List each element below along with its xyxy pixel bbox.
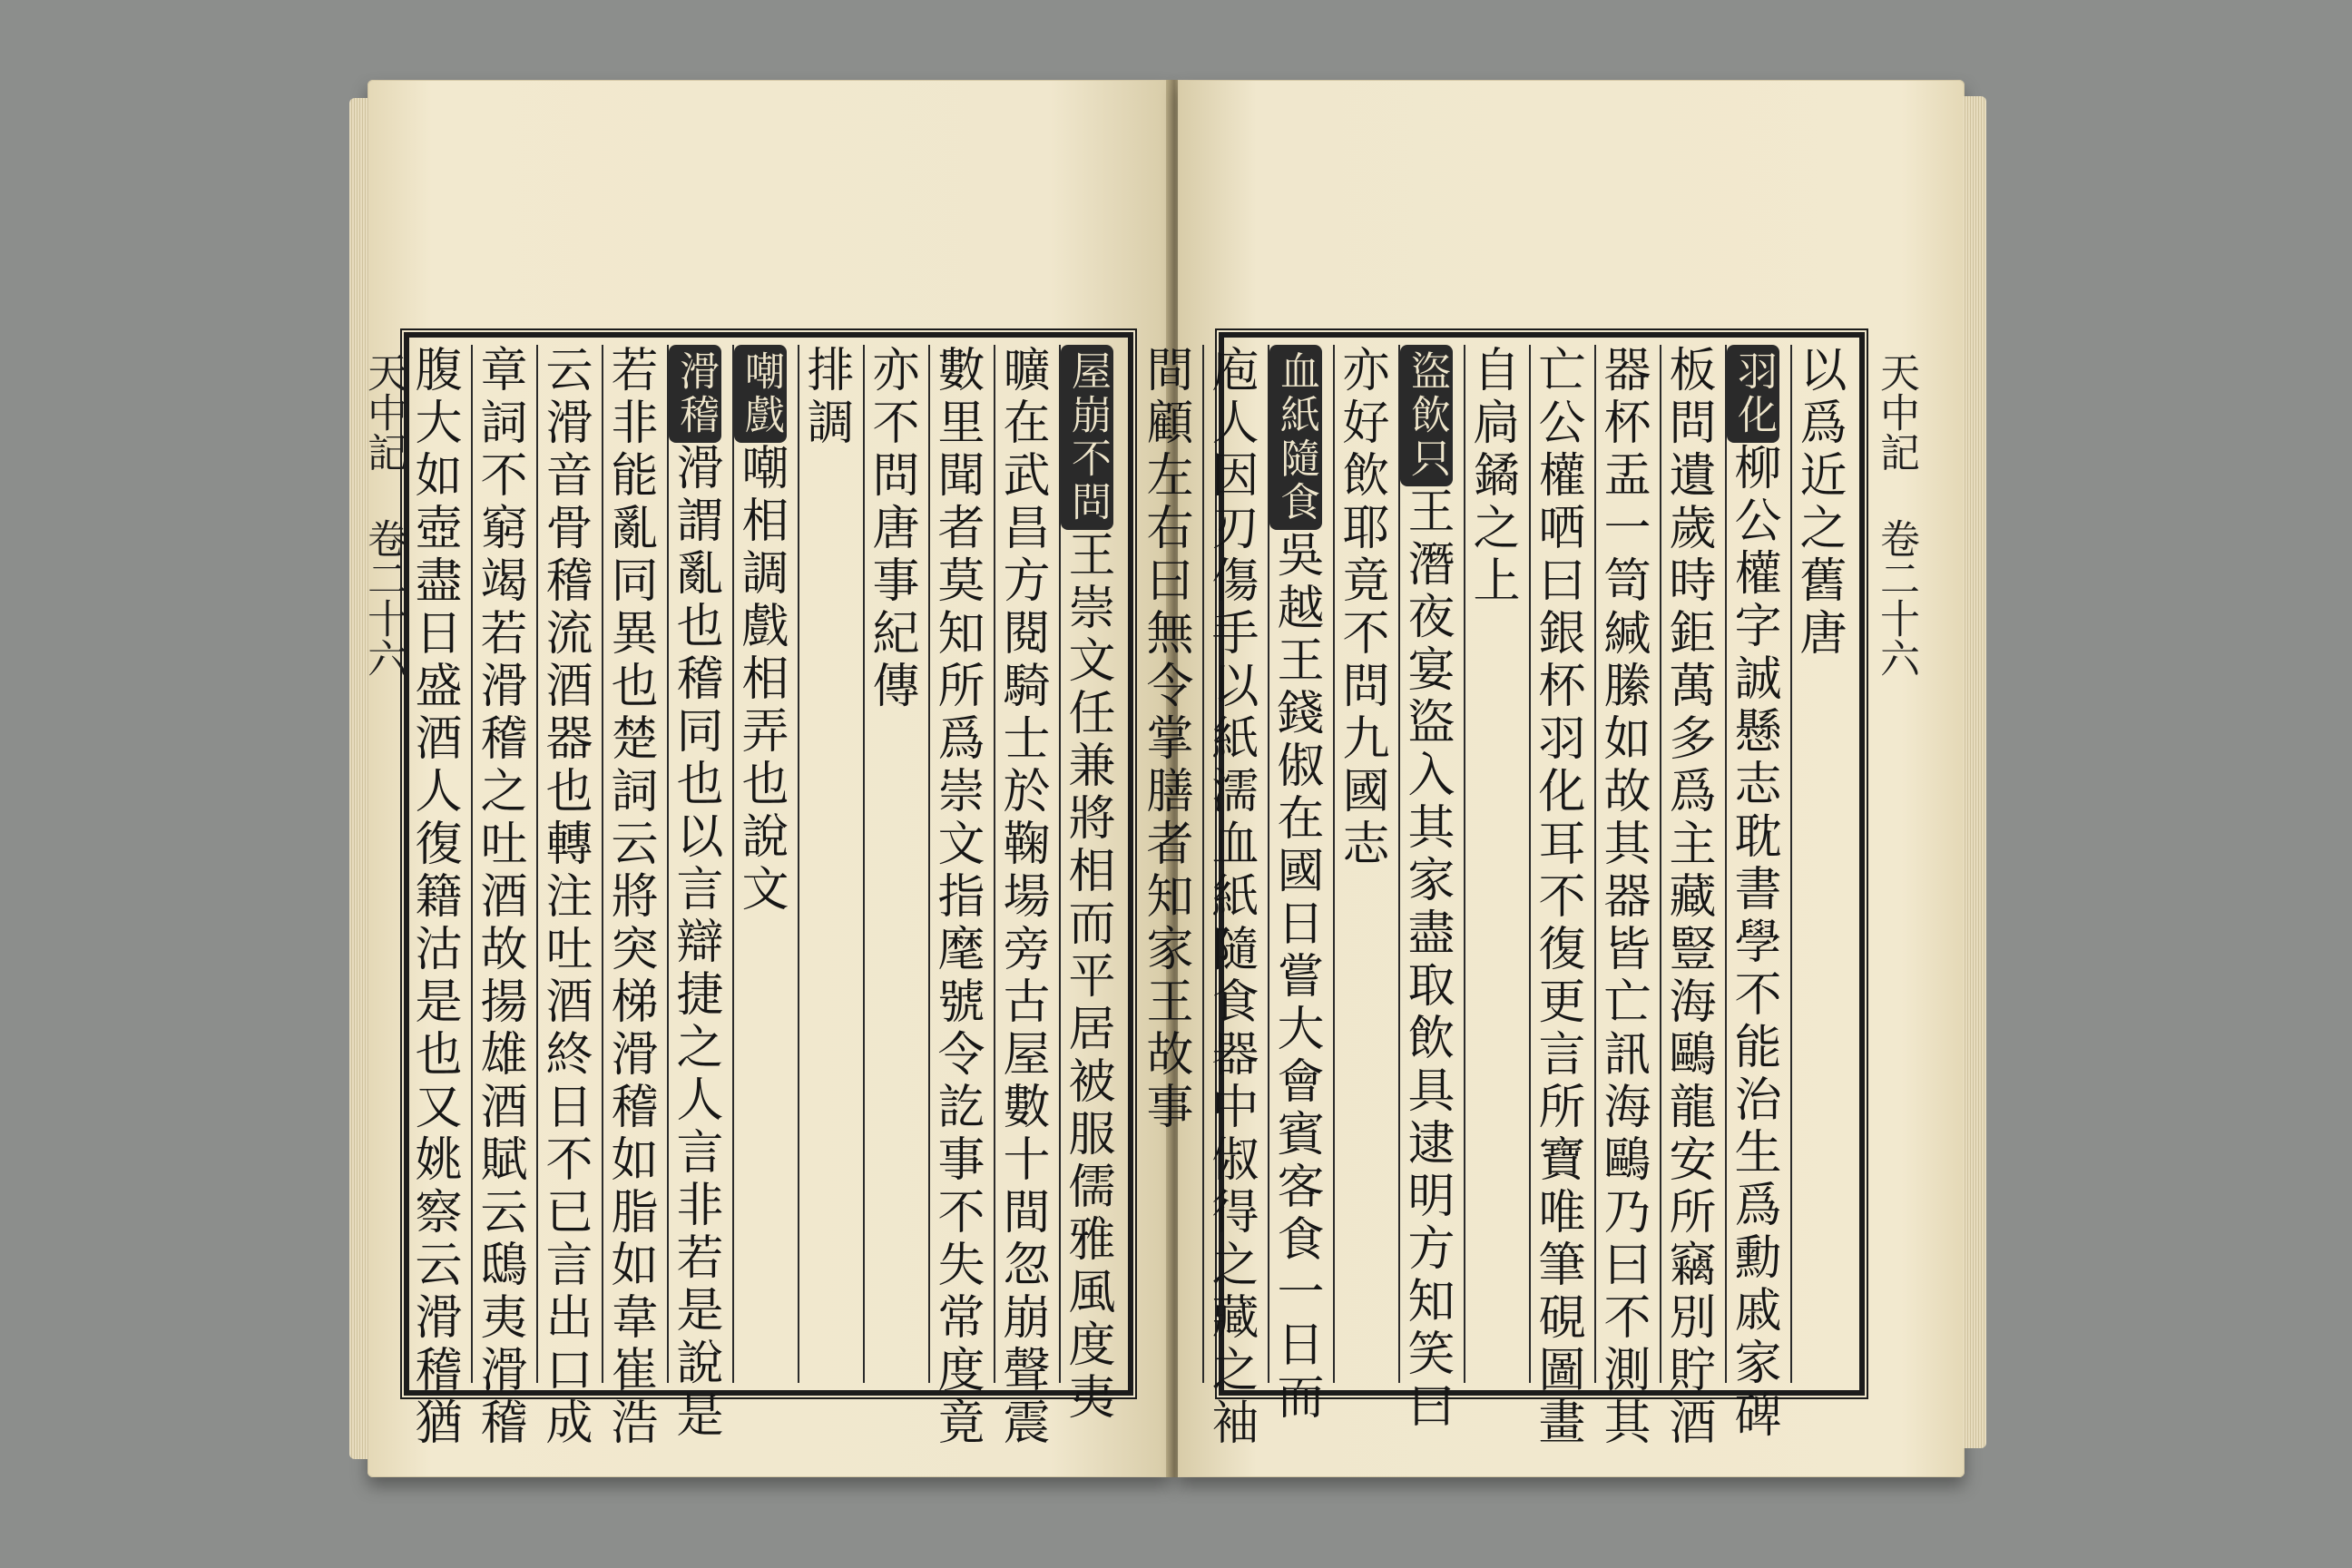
- column-text: 間顧左右曰無令掌膳者知家王故事: [1138, 345, 1192, 1134]
- text-column: [407, 345, 461, 1450]
- margin-title-right: [1873, 352, 1919, 1377]
- text-column: [667, 345, 722, 1443]
- margin-volume-text: 卷二十六: [1873, 518, 1919, 678]
- column-text: 器杯盂一笥緘縢如故其器皆亡訊海鷗乃曰不測其: [1595, 345, 1650, 1450]
- left-page: [360, 80, 1171, 1477]
- entry-heading-label: 嘲戲: [734, 345, 787, 443]
- text-column: [1202, 345, 1258, 1450]
- text-column: [1790, 345, 1845, 1383]
- column-text: 王潛夜宴盜入其家盡取飲具逮明方知笑曰: [1399, 486, 1454, 1434]
- column-text: 板問遺歲時鉅萬多爲主藏豎海鷗龍安所竊別貯酒: [1661, 345, 1715, 1450]
- open-book: [360, 80, 1965, 1495]
- text-frame-right: [1138, 332, 1865, 1450]
- text-column: [1333, 345, 1387, 1383]
- text-frame-left: [404, 332, 1133, 1450]
- column-text: 章詞不窮竭若滑稽之吐酒故揚雄酒賦云鴟夷滑稽: [472, 345, 526, 1450]
- columns-right: [1138, 345, 1850, 1450]
- entry-heading-label: 滑稽: [669, 345, 721, 443]
- text-column: [1398, 345, 1454, 1434]
- text-column: [994, 345, 1049, 1450]
- column-text: 亦好飲耶竟不問九國志: [1334, 345, 1388, 871]
- column-text: 吳越王錢俶在國日嘗大會賓客食一日而: [1269, 530, 1323, 1425]
- column-text: 腹大如壺盡日盛酒人復籍沽是也又姚察云滑稽猶: [407, 345, 461, 1450]
- margin-title-left: [360, 352, 407, 1377]
- text-column: [602, 345, 657, 1450]
- column-text: 柳公權字誠懸志耽書學不能治生爲勳戚家碑: [1726, 443, 1780, 1443]
- text-column: [928, 345, 984, 1450]
- column-text: 曠在武昌方閱騎士於鞠場旁古屋數十間忽崩聲震: [995, 345, 1049, 1450]
- text-column: [1725, 345, 1780, 1443]
- text-column: [1139, 345, 1191, 1383]
- entry-heading-label: 羽化: [1727, 345, 1779, 443]
- text-column: [798, 345, 852, 1383]
- entry-heading-label: 屋崩不問: [1061, 345, 1113, 530]
- column-text: 嘲相調戲相弄也說文: [733, 443, 788, 916]
- text-column: [1268, 345, 1323, 1425]
- column-text: 亦不問唐事紀傳: [864, 345, 918, 713]
- column-text: 排調: [799, 345, 853, 450]
- column-text: 亡公權哂曰銀杯羽化耳不復更言所寶唯筆硯圖畫: [1530, 345, 1584, 1450]
- entry-heading-label: 血紙隨食: [1269, 345, 1322, 530]
- column-text: 以爲近之舊唐: [1791, 345, 1846, 661]
- column-text: 若非能亂同異也楚詞云將突梯滑稽如脂如韋崔浩: [603, 345, 657, 1450]
- text-column: [732, 345, 787, 1383]
- column-text: 云滑音骨稽流酒器也轉注吐酒終日不已言出口成: [537, 345, 592, 1450]
- column-text: 王崇文任兼將相而平居被服儒雅風度夷: [1060, 530, 1114, 1425]
- margin-title-text: 天中記: [1873, 352, 1919, 472]
- text-column: [1660, 345, 1715, 1450]
- text-column: [863, 345, 917, 1383]
- entry-heading-label: 盜飲只: [1400, 345, 1453, 486]
- column-text: 庖人因刃傷手以紙濡血紙隨食器中俶得之藏之袖: [1203, 345, 1258, 1450]
- text-column: [1594, 345, 1650, 1450]
- page-edge-right: [1963, 96, 1986, 1448]
- text-column: [471, 345, 526, 1450]
- column-text: 滑謂亂也稽同也以言辯捷之人言非若是說是: [668, 443, 722, 1443]
- right-page: [1138, 80, 1965, 1477]
- columns-left: [407, 345, 1119, 1450]
- margin-volume-text: 卷二十六: [360, 518, 407, 678]
- text-column: [536, 345, 592, 1450]
- margin-title-text: 天中記: [360, 352, 407, 472]
- text-column: [1464, 345, 1518, 1383]
- text-column: [1529, 345, 1584, 1450]
- column-text: 自扃鐍之上: [1465, 345, 1519, 608]
- column-text: 數里聞者莫知所爲崇文指麾號令訖事不失常度竟: [929, 345, 984, 1450]
- text-column: [1059, 345, 1114, 1425]
